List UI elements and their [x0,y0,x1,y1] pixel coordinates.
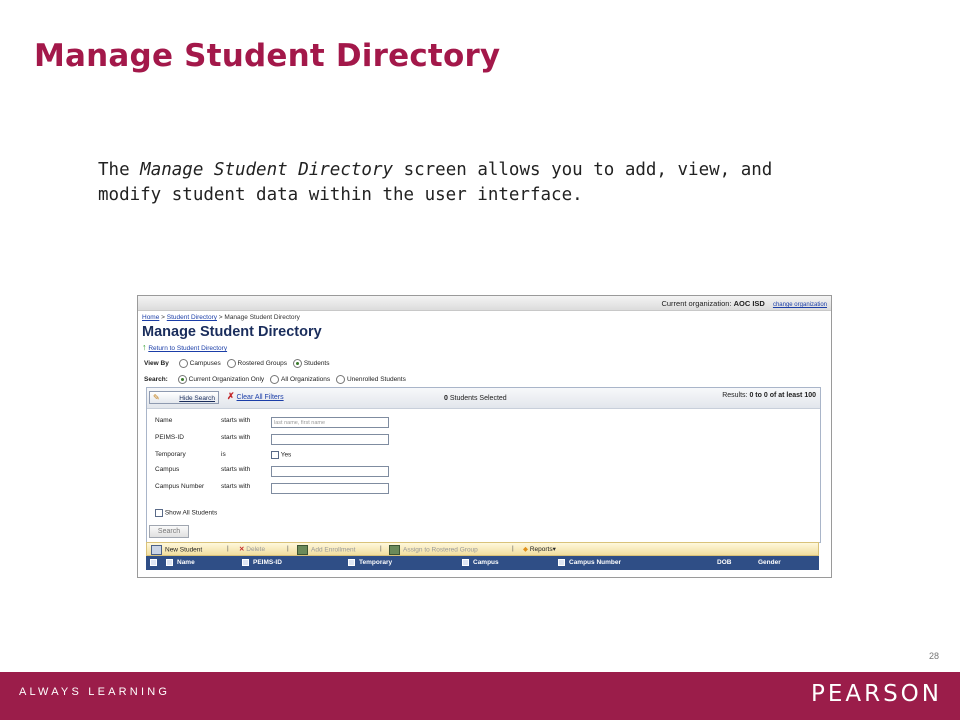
filter-operator: starts with [221,434,251,441]
column-gender[interactable] [758,559,781,566]
view-by-label: View By [144,360,169,368]
column-label: Campus [473,559,499,567]
column-label: Campus Number [569,559,622,567]
add-enrollment-button[interactable] [297,545,355,555]
assign-group-label: Assign to Rostered Group [403,546,478,554]
scope-option: Current Organization Only [188,376,265,383]
action-toolbar [146,542,819,556]
assign-rostered-group-button[interactable] [389,545,478,555]
breadcrumb-separator: > [159,314,167,321]
clear-all-filters-link[interactable] [227,391,284,402]
column-label: Temporary [359,559,393,567]
breadcrumb-student-directory[interactable]: Student Directory [166,314,217,321]
column-checkbox [166,559,173,566]
column-label: Gender [758,559,781,566]
show-all-row [155,509,217,517]
campus-number-input[interactable] [271,483,389,494]
filter-operator: starts with [221,466,251,473]
org-bar [138,296,831,311]
reports-label: Reports▾ [529,546,556,553]
column-campus-number[interactable] [558,559,621,566]
delete-x-icon: ✕ [239,546,245,553]
intro-text [98,158,838,208]
filter-field-label: Campus [155,466,180,473]
add-enrollment-icon [297,545,308,555]
search-wand-icon: ✎ [153,393,160,402]
view-by-campuses-radio[interactable] [179,359,188,368]
footer-tagline: ALWAYS LEARNING [19,686,171,698]
new-student-icon [151,545,162,555]
peims-id-input[interactable] [271,434,389,445]
toolbar-separator: | [512,545,514,552]
filter-operator: is [221,451,226,458]
clear-x-icon: ✗ [227,391,235,401]
footer-bar [0,672,960,720]
results-label: Results: [722,392,748,399]
filter-field-label: Name [155,417,173,424]
show-all-students-label: Show All Students [164,509,218,517]
hide-search-button[interactable] [149,391,219,404]
filter-operator: starts with [221,483,251,490]
search-scope-row [144,375,406,384]
org-label: Current organization: [661,299,732,308]
delete-button[interactable] [239,545,265,553]
column-dob[interactable] [717,559,731,566]
view-by-students-radio[interactable] [293,359,302,368]
toolbar-separator: | [380,545,382,552]
org-name: AOC ISD [733,299,765,308]
intro-pre: The [98,160,141,180]
search-panel [146,387,821,543]
breadcrumb-separator: > [216,314,225,321]
selected-count-label: Students Selected [449,395,507,402]
results-value: 0 to 0 of at least 100 [749,392,816,399]
select-all-checkbox[interactable] [150,559,161,566]
temporary-yes-option [271,451,291,459]
intro-screen-name: Manage Student Directory [140,160,394,180]
column-temporary[interactable] [348,559,392,566]
results-grid-header [146,556,819,570]
temporary-checkbox[interactable] [271,451,279,459]
return-link-row [142,342,227,352]
toolbar-separator: | [227,545,229,552]
view-by-option: Rostered Groups [237,360,288,367]
new-student-button[interactable] [151,545,202,555]
column-checkbox [242,559,249,566]
intro-post: screen allows you to add, view, and modify student data within the user interface. [98,160,773,205]
column-name[interactable] [166,559,195,566]
view-by-rostered-groups-radio[interactable] [227,359,236,368]
scope-option: Unenrolled Students [346,376,406,383]
clear-all-filters-label: Clear All Filters [236,394,284,401]
show-all-students-checkbox[interactable] [155,509,163,517]
name-input[interactable]: last name, first name [271,417,389,428]
new-student-label: New Student [165,546,203,554]
scope-all-orgs-radio[interactable] [270,375,279,384]
delete-label: Delete [246,546,266,553]
filter-field-label: Campus Number [155,483,205,490]
view-by-option: Campuses [189,360,221,367]
campus-input[interactable] [271,466,389,477]
add-enrollment-label: Add Enrollment [311,546,356,554]
return-to-student-directory-link[interactable]: Return to Student Directory [148,345,228,352]
column-peims-id[interactable] [242,559,282,566]
hide-search-label: Hide Search [179,395,215,402]
reports-icon: ◆ [523,546,528,553]
view-by-row [144,359,330,368]
toolbar-separator: | [287,545,289,552]
breadcrumb-current: Manage Student Directory [224,314,300,321]
column-checkbox [558,559,565,566]
assign-group-icon [389,545,400,555]
column-label: PEIMS-ID [253,559,282,567]
column-campus[interactable] [462,559,499,566]
column-label: Name [177,559,195,567]
up-arrow-icon: ↑ [142,342,147,352]
results-summary [722,392,816,399]
search-button[interactable]: Search [149,525,189,538]
search-panel-header [147,388,820,409]
select-all-checkbox-box [150,559,157,566]
column-checkbox [348,559,355,566]
breadcrumb [142,314,300,321]
change-organization-link[interactable]: change organization [772,302,827,308]
column-label: DOB [717,559,732,566]
page-number: 28 [929,651,940,661]
filter-field-label: Temporary [155,451,186,458]
selected-count [444,395,507,402]
slide-title: Manage Student Directory [34,38,501,74]
screenshot-manage-student-directory [137,295,832,578]
filter-field-label: PEIMS-ID [155,434,184,441]
breadcrumb-home[interactable]: Home [142,314,160,321]
filter-operator: starts with [221,417,251,424]
pearson-logo: PEARSON [810,681,942,707]
view-by-option: Students [303,360,330,367]
screen-title: Manage Student Directory [142,324,322,340]
search-scope-label: Search: [144,376,168,384]
scope-unenrolled-radio[interactable] [336,375,345,384]
current-organization [661,299,827,308]
reports-menu[interactable] [523,545,556,553]
column-checkbox [462,559,469,566]
selected-count-value: 0 [444,395,448,402]
scope-option: All Organizations [281,376,331,383]
scope-current-org-radio[interactable] [178,375,187,384]
temporary-yes-label: Yes [280,451,292,459]
